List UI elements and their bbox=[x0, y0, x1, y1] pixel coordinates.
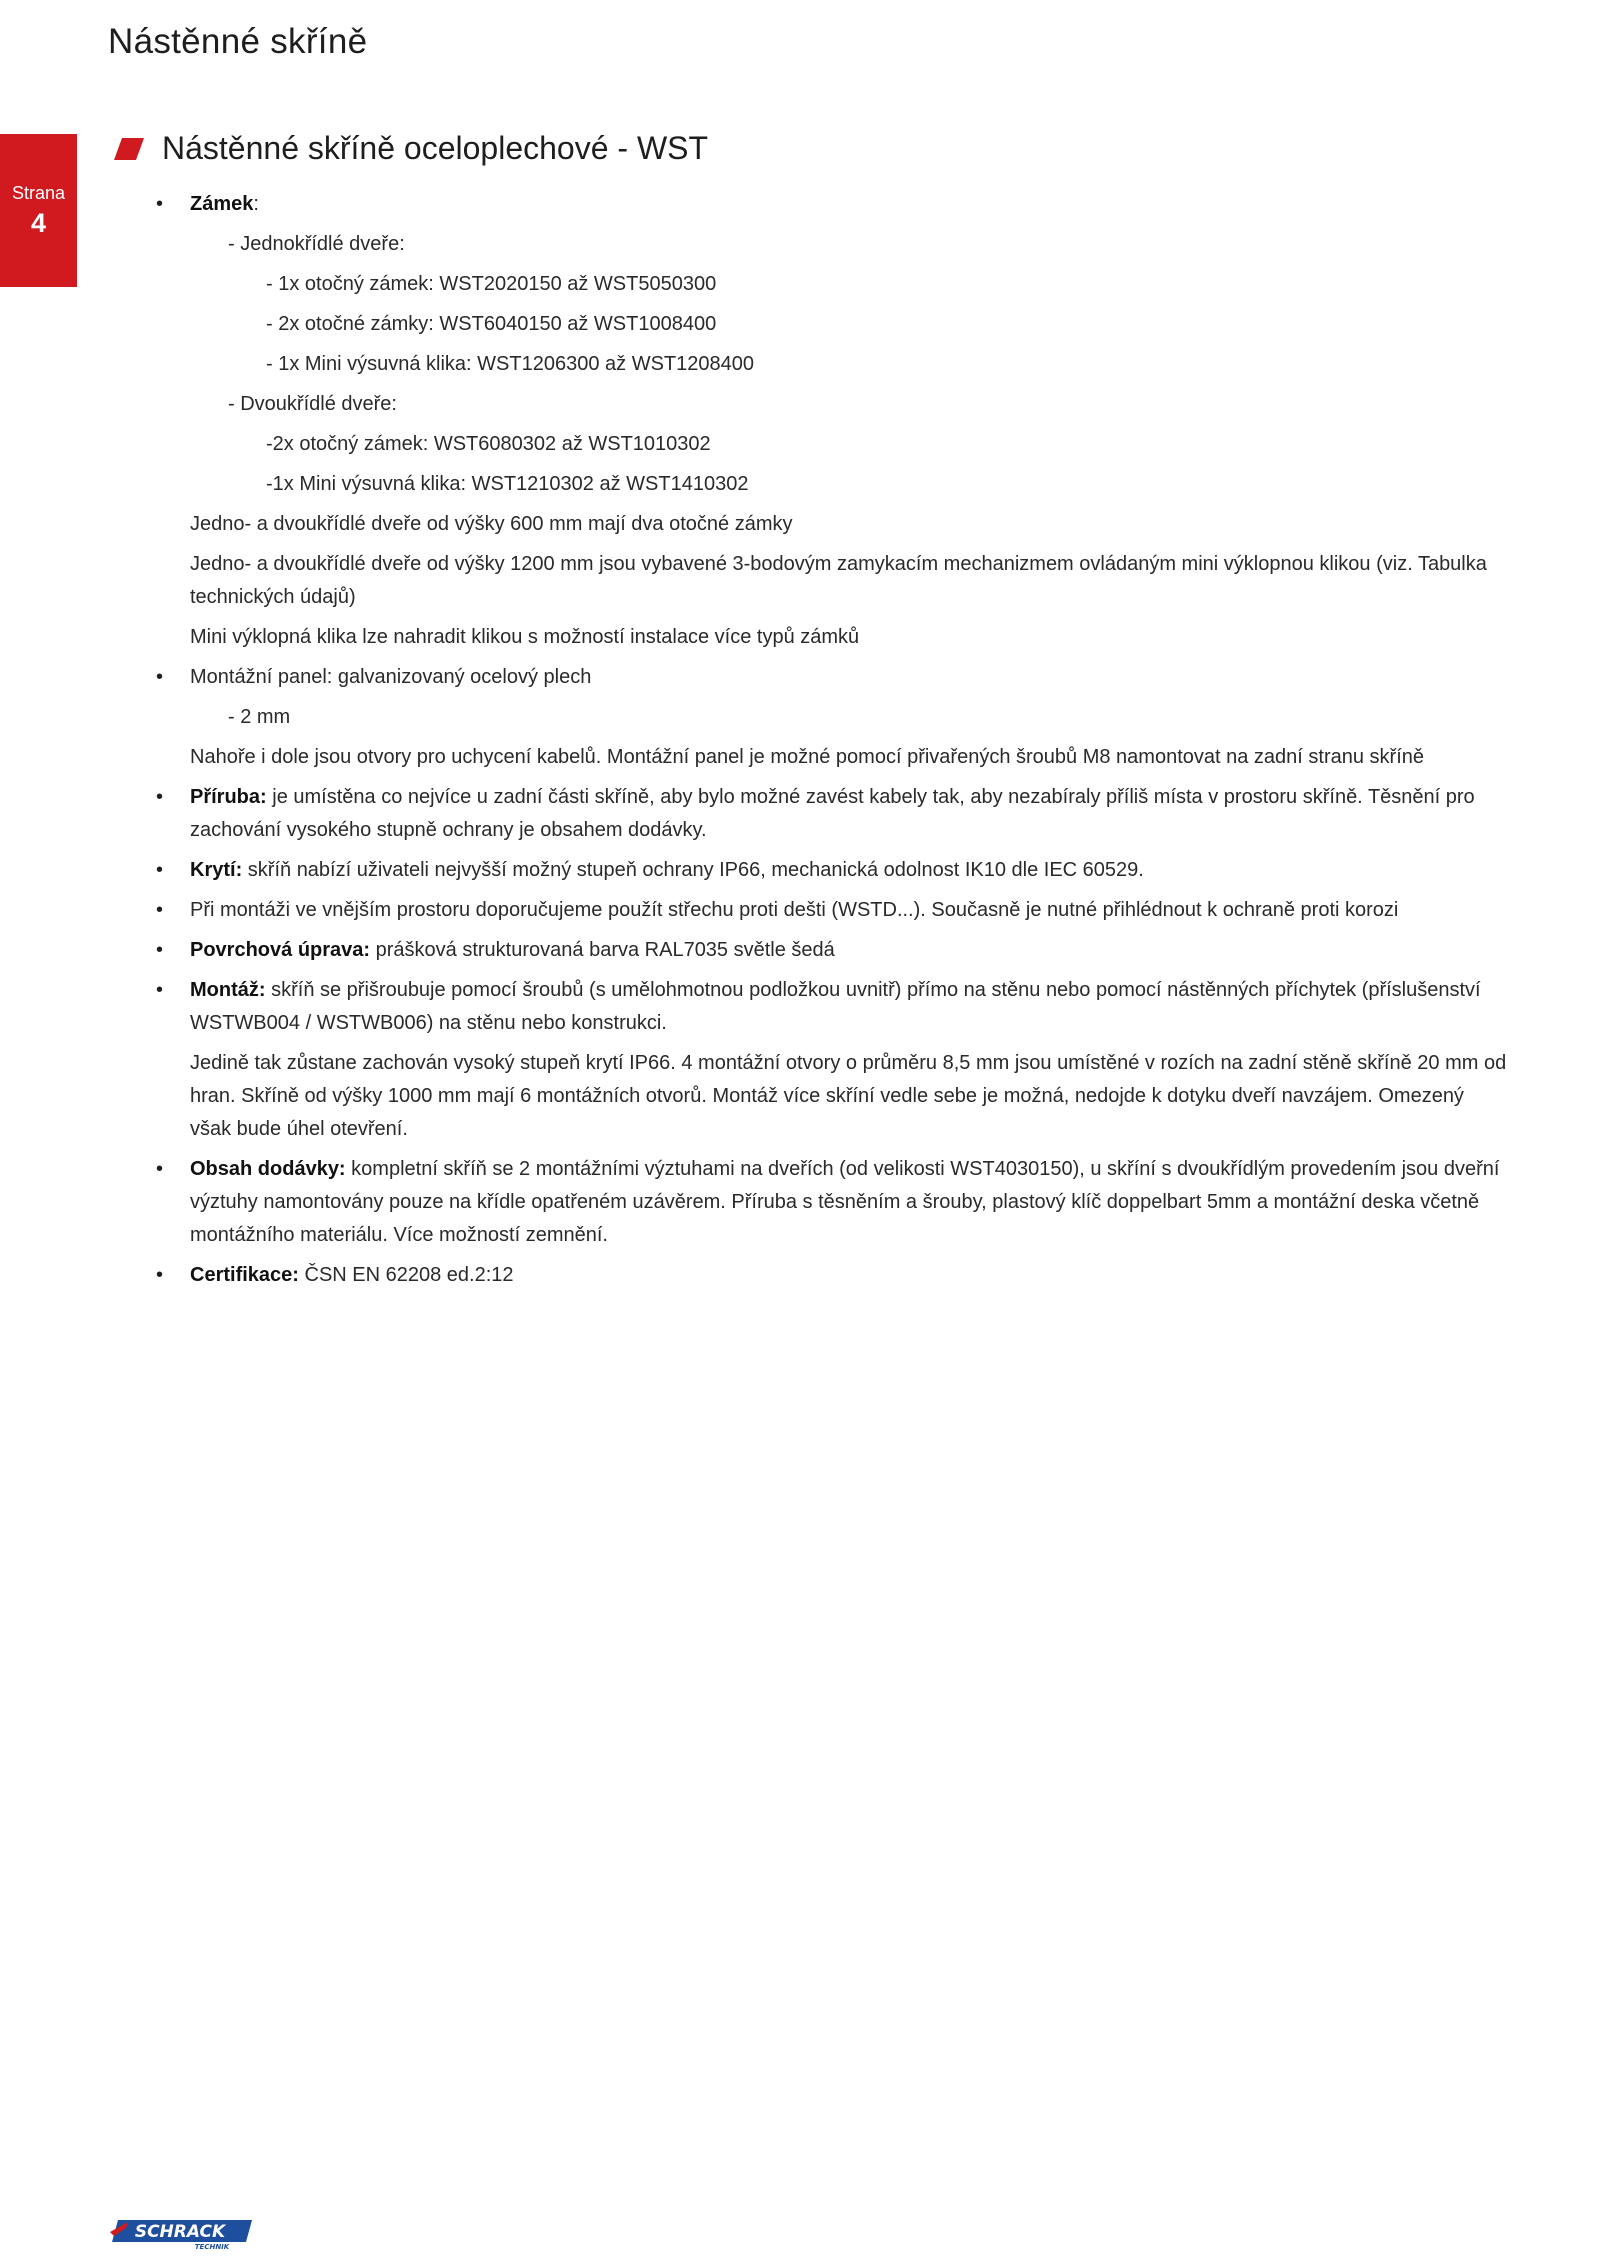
bullet-icon: • bbox=[156, 899, 164, 921]
spec-list bbox=[150, 188, 1510, 1292]
page-header-title: Nástěnné skříně bbox=[108, 22, 368, 61]
outdoor-item bbox=[150, 894, 1510, 927]
logo-name: SCHRACK bbox=[134, 2222, 226, 2242]
mounting-title: Montáž: bbox=[190, 979, 266, 1001]
bullet-icon: • bbox=[156, 859, 164, 881]
bullet-icon: • bbox=[156, 1264, 164, 1286]
lock-note: Mini výklopná klika lze nahradit klikou s možností instalace více typů zámků bbox=[190, 626, 860, 648]
schrack-logo-icon bbox=[108, 2218, 252, 2250]
surface-title: Povrchová úprava: bbox=[190, 939, 371, 961]
lock-heading bbox=[190, 188, 1510, 221]
cover-title: Krytí: bbox=[190, 859, 243, 881]
panel-text: Montážní panel: galvanizovaný ocelový plech bbox=[190, 666, 592, 688]
section-title bbox=[114, 130, 708, 167]
page-tab-label: Strana bbox=[11, 183, 66, 203]
flange-item bbox=[150, 781, 1510, 847]
single-door-item: - 1x Mini výsuvná klika: WST1206300 až WST1208400 bbox=[266, 353, 754, 375]
double-door-heading: - Dvoukřídlé dveře: bbox=[228, 393, 397, 415]
bullet-icon: • bbox=[156, 193, 164, 215]
single-door-item: - 2x otočné zámky: WST6040150 až WST1008400 bbox=[266, 313, 717, 335]
cover-item bbox=[150, 854, 1510, 887]
panel-thickness: - 2 mm bbox=[228, 706, 291, 728]
lock-note: Jedno- a dvoukřídlé dveře od výšky 600 mm mají dva otočné zámky bbox=[190, 513, 793, 535]
bullet-icon: • bbox=[156, 1158, 164, 1180]
delivery-item bbox=[150, 1153, 1510, 1252]
cert-paragraph bbox=[190, 1259, 1510, 1292]
single-door-heading: - Jednokřídlé dveře: bbox=[228, 233, 405, 255]
document-content bbox=[150, 188, 1510, 1299]
mounting-item bbox=[150, 974, 1510, 1146]
cert-text: ČSN EN 62208 ed.2:12 bbox=[298, 1264, 514, 1286]
lock-item bbox=[150, 188, 1510, 654]
lock-title: Zámek bbox=[190, 193, 254, 215]
bullet-icon: • bbox=[156, 979, 164, 1001]
bullet-icon: • bbox=[156, 939, 164, 961]
outdoor-text: Při montáži ve vnějším prostoru doporučujeme použít střechu proti dešti (WSTD...). Současně je nutné přihlédnout k ochraně proti korozi bbox=[190, 899, 1399, 921]
mounting-text: skříň se přišroubuje pomocí šroubů (s umělohmotnou podložkou uvnitř) přímo na stěnu nebo pomocí nástěnných příchytek (příslušenství WSTWB004 / WSTWB006) na stěnu nebo konstrukci. bbox=[190, 979, 1481, 1034]
double-door-item: -2x otočný zámek: WST6080302 až WST1010302 bbox=[266, 433, 711, 455]
delivery-paragraph bbox=[190, 1153, 1510, 1252]
page-number-tab bbox=[0, 134, 77, 287]
double-door-item: -1x Mini výsuvná klika: WST1210302 až WST1410302 bbox=[266, 473, 749, 495]
lock-suffix: : bbox=[253, 193, 259, 215]
flange-title: Příruba: bbox=[190, 786, 267, 808]
bullet-icon: • bbox=[156, 666, 164, 688]
delivery-title: Obsah dodávky: bbox=[190, 1158, 346, 1180]
surface-text: prášková strukturovaná barva RAL7035 světle šedá bbox=[370, 939, 835, 961]
section-title-text: Nástěnné skříně oceloplechové - WST bbox=[162, 130, 709, 166]
logo-sub: TECHNIK bbox=[194, 2243, 230, 2250]
lock-note: Jedno- a dvoukřídlé dveře od výšky 1200 mm jsou vybavené 3-bodovým zamykacím mechanizmem ovládaným mini výklopnou klikou (viz. Tabulka technických údajů) bbox=[190, 553, 1487, 608]
cert-item bbox=[150, 1259, 1510, 1292]
surface-paragraph bbox=[190, 934, 1510, 967]
single-door-item: - 1x otočný zámek: WST2020150 až WST5050300 bbox=[266, 273, 717, 295]
panel-note: Nahoře i dole jsou otvory pro uchycení kabelů. Montážní panel je možné pomocí přivařených šroubů M8 namontovat na zadní stranu skříně bbox=[190, 746, 1425, 768]
surface-item bbox=[150, 934, 1510, 967]
cert-title: Certifikace: bbox=[190, 1264, 299, 1286]
mounting-note: Jedině tak zůstane zachován vysoký stupeň krytí IP66. 4 montážní otvory o průměru 8,5 mm jsou umístěné v rozích na zadní stěně skříně 20 mm od hran. Skříně od výšky 1000 mm mají 6 montážních otvorů. Montáž více skříní vedle sebe je možná, nedojde k dotyku dveří navzájem. Omezený však bude úhel otevření. bbox=[190, 1052, 1507, 1140]
cover-paragraph bbox=[190, 854, 1510, 887]
flange-text: je umístěna co nejvíce u zadní části skříně, aby bylo možné zavést kabely tak, aby nezabíraly příliš místa v prostoru skříně. Těsnění pro zachování vysokého stupně ochrany je obsahem dodávky. bbox=[190, 786, 1475, 841]
section-marker-icon bbox=[114, 138, 144, 160]
panel-item bbox=[150, 661, 1510, 774]
bullet-icon: • bbox=[156, 786, 164, 808]
page-tab-number: 4 bbox=[30, 208, 47, 238]
delivery-text: kompletní skříň se 2 montážními výztuhami na dveřích (od velikosti WST4030150), u skříní s dvoukřídlým provedením jsou dveřní výztuhy namontovány pouze na křídle opatřeném uzávěrem. Příruba s těsněním a šrouby, plastový klíč doppelbart 5mm a montážní deska včetně montážního materiálu. Více možností zemnění. bbox=[190, 1158, 1500, 1246]
flange-paragraph bbox=[190, 781, 1510, 847]
cover-text: skříň nabízí uživateli nejvyšší možný stupeň ochrany IP66, mechanická odolnost IK10 dle IEC 60529. bbox=[242, 859, 1144, 881]
mounting-paragraph bbox=[190, 974, 1510, 1040]
